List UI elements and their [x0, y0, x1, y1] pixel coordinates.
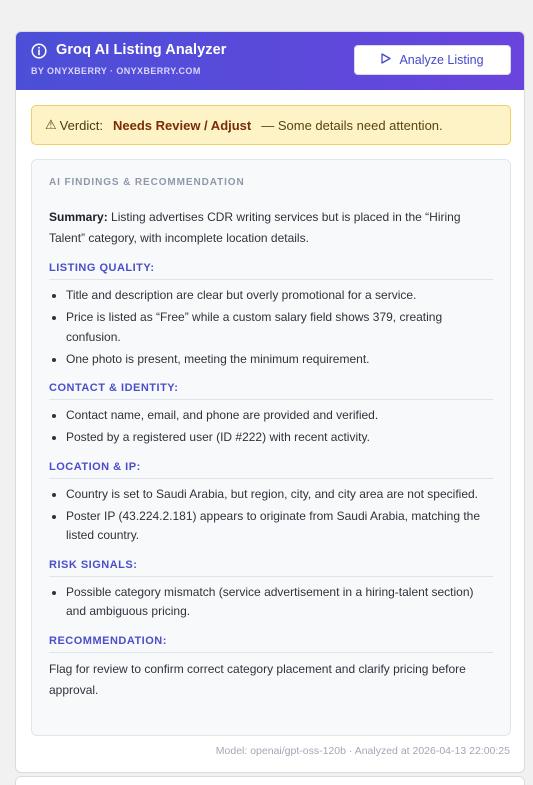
risk-signals-list — [49, 583, 493, 622]
warning-icon: ⚠ — [45, 117, 57, 132]
summary-text: Listing advertises CDR writing services but is placed in the “Hiring Talent” category, with incomplete location details. — [49, 210, 461, 245]
summary-label: Summary: — [49, 210, 108, 224]
section-heading-location-ip: LOCATION & IP: — [49, 461, 493, 479]
list-item: Title and description are clear but overly promotional for a service. — [49, 286, 493, 306]
verdict-banner — [31, 105, 511, 145]
verdict-note: — Some details need attention. — [261, 117, 443, 133]
list-item: Country is set to Saudi Arabia, but region, city, and city area are not specified. — [49, 485, 493, 505]
section-heading-contact-identity: CONTACT & IDENTITY: — [49, 382, 493, 400]
analyzer-header — [16, 32, 524, 90]
analysis-meta: Model: openai/gpt-oss-120b · Analyzed at 2026-04-13 22:00:25 — [215, 745, 510, 757]
findings-card — [31, 159, 511, 736]
list-item: Contact name, email, and phone are provided and verified. — [49, 406, 493, 426]
verdict-value: Needs Review / Adjust — [113, 117, 252, 133]
recommendation-text: Flag for review to confirm correct category placement and clarify pricing before approval. — [49, 661, 466, 697]
app-title: Groq AI Listing Analyzer — [56, 42, 227, 58]
list-item: Poster IP (43.224.2.181) appears to originate from Saudi Arabia, matching the listed country. — [49, 507, 493, 546]
list-item: Posted by a registered user (ID #222) with recent activity. — [49, 428, 493, 448]
list-item: One photo is present, meeting the minimum requirement. — [49, 350, 493, 370]
verdict-label: Verdict: — [59, 117, 104, 133]
section-heading-recommendation: RECOMMENDATION: — [49, 635, 493, 653]
listing-quality-list — [49, 286, 493, 369]
contact-identity-list — [49, 406, 493, 448]
section-heading-risk-signals: RISK SIGNALS: — [49, 559, 493, 577]
info-icon — [31, 43, 47, 59]
list-item: Possible category mismatch (service advertisement in a hiring-talent section) and ambiguous pricing. — [49, 583, 493, 622]
app-subtitle: BY ONYXBERRY · ONYXBERRY.COM — [31, 66, 201, 76]
location-ip-list — [49, 485, 493, 546]
play-icon — [381, 53, 391, 67]
analyze-button-label: Analyze Listing — [399, 53, 484, 67]
analyze-listing-button[interactable] — [354, 45, 511, 75]
next-panel-edge — [15, 776, 525, 785]
summary — [49, 207, 493, 249]
section-heading-listing-quality: LISTING QUALITY: — [49, 262, 493, 280]
findings-title: AI FINDINGS & RECOMMENDATION — [49, 177, 245, 188]
list-item: Price is listed as “Free” while a custom salary field shows 379, creating confusion. — [49, 308, 493, 347]
analyzer-panel — [15, 31, 525, 773]
